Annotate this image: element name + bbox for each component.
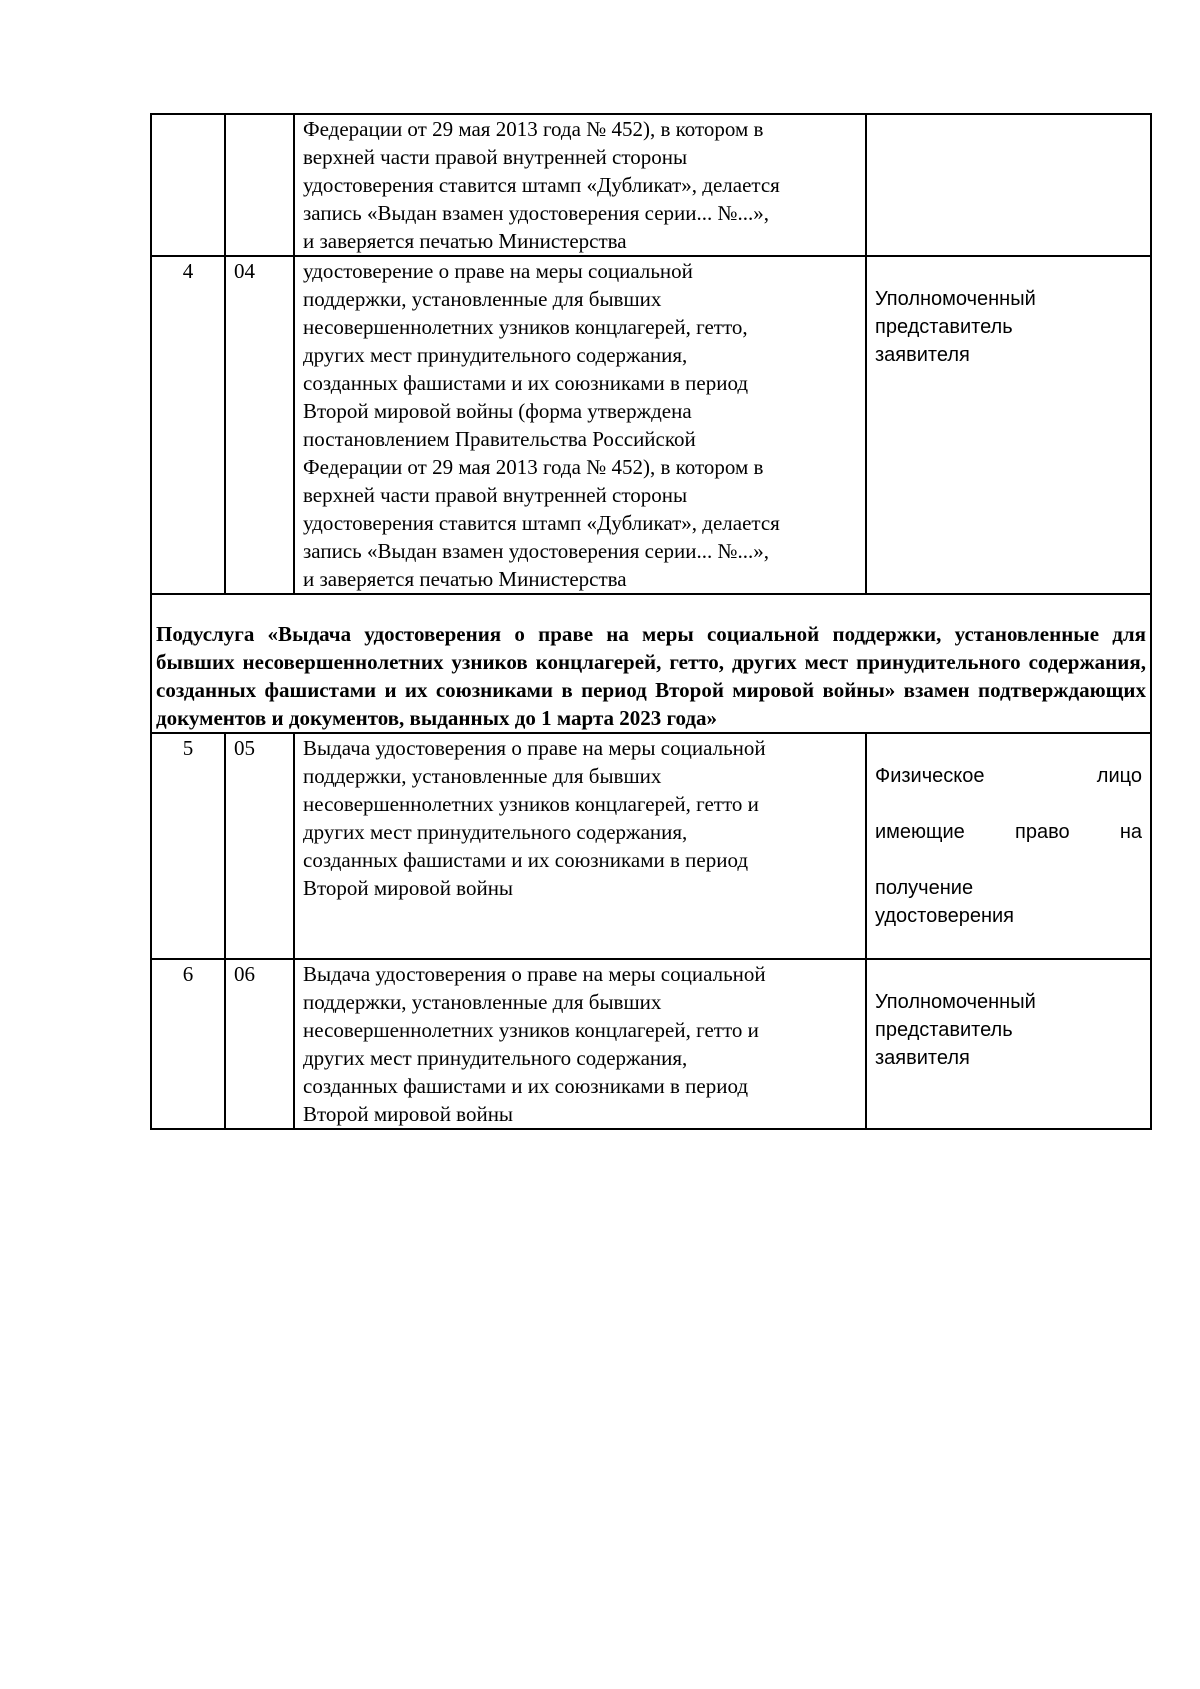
row-number-cell: 4 [151,256,225,594]
table-row [151,959,1151,1129]
document-description-cell: Выдача удостоверения о праве на меры социальной поддержки, установленные для бывших несовершеннолетних узников концлагерей, гетто и других мест принудительного содержания, созданных фашистами и их союзниками в период Второй мировой войны [294,959,866,1129]
document-description-cell: Федерации от 29 мая 2013 года № 452), в котором в верхней части правой внутренней стороны удостоверения ставится штамп «Дубликат», делается запись «Выдан взамен удостоверения серии... №...», и заверяется печатью Министерства [294,114,866,256]
document-table [150,113,1152,1130]
row-code-cell: 06 [225,959,294,1129]
row-number-cell [151,114,225,256]
row-code-cell: 05 [225,733,294,959]
applicant-line: Физическое лицо [875,765,1142,787]
row-number-cell: 6 [151,959,225,1129]
document-description-cell: удостоверение о праве на меры социальной поддержки, установленные для бывших несовершеннолетних узников концлагерей, гетто, других мест принудительного содержания, созданных фашистами и их союзниками в период Второй мировой войны (форма утверждена постановлением Правительства Российской Федерации от 29 мая 2013 года № 452), в котором в верхней части правой внутренней стороны удостоверения ставится штамп «Дубликат», делается запись «Выдан взамен удостоверения серии... №...», и заверяется печатью Министерства [294,256,866,594]
section-row [151,594,1151,733]
applicant-cell: Уполномоченный представитель заявителя [866,256,1151,594]
row-number-cell: 5 [151,733,225,959]
table-row [151,256,1151,594]
document-description-cell: Выдача удостоверения о праве на меры социальной поддержки, установленные для бывших несовершеннолетних узников концлагерей, гетто и других мест принудительного содержания, созданных фашистами и их союзниками в период Второй мировой войны [294,733,866,959]
applicant-line: имеющие право на [875,821,1142,843]
subservice-heading: Подуслуга «Выдача удостоверения о праве на меры социальной поддержки, установленные для бывших несовершеннолетних узников концлагерей, гетто, других мест принудительного содержания, созданных фашистами и их союзниками в период Второй мировой войны» взамен подтверждающих документов и документов, выданных до 1 марта 2023 года» [151,594,1151,733]
applicant-cell [866,733,1151,959]
applicant-cell: Уполномоченный представитель заявителя [866,959,1151,1129]
applicant-cell [866,114,1151,256]
row-code-cell: 04 [225,256,294,594]
applicant-line: получение удостоверения [875,877,1015,927]
row-code-cell [225,114,294,256]
table-row [151,733,1151,959]
table-row [151,114,1151,256]
